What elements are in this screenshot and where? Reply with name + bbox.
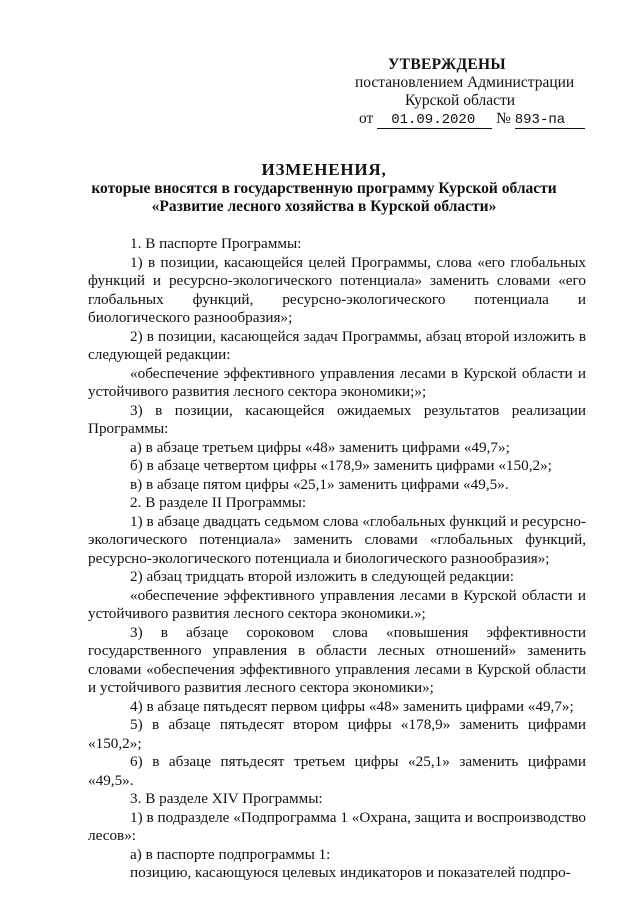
paragraph-16: 6) в абзаце пятьдесят третьем цифры «25,1» заменить цифрами «49,5».	[88, 753, 586, 789]
paragraph-10: 1) в абзаце двадцать седьмом слова «глобальных функций и ресурсно-экологического потенциала» заменить словами «глобальных функций, ресурсно-экологического потенциала и биологического разнообразия»;	[88, 512, 586, 567]
paragraph-12: «обеспечение эффективного управления лесами в Курской области и устойчивого развития лесного сектора экономики.»;	[88, 586, 586, 622]
approval-region: Курской области	[405, 92, 516, 109]
paragraph-11: 2) абзац тридцать второй изложить в следующей редакции:	[130, 568, 514, 585]
approval-block	[340, 56, 590, 128]
paragraph-9: 2. В разделе II Программы:	[130, 494, 307, 511]
heading-subtitle-2: «Развитие лесного хозяйства в Курской области»	[151, 198, 497, 215]
document-body	[88, 235, 586, 883]
paragraph-14: 4) в абзаце пятьдесят первом цифры «48» заменить цифрами «49,7»;	[130, 697, 574, 715]
approval-authority: постановлением Администрации	[355, 74, 575, 91]
document-heading	[60, 160, 588, 216]
paragraph-20: позицию, касающуюся целевых индикаторов и показателей подпро-	[130, 864, 571, 881]
paragraph-15: 5) в абзаце пятьдесят втором цифры «178,9» заменить цифрами «150,2»;	[88, 716, 586, 752]
paragraph-5: 3) в позиции, касающейся ожидаемых результатов реализации Программы:	[88, 401, 586, 437]
paragraph-13: 3) в абзаце сороковом слова «повышения эффективности государственного управления в области лесных отношений» заменить словами «обеспечения эффективного управления лесами в Курской области и устойчивого развития лесного сектора экономики»;	[88, 623, 586, 696]
paragraph-7: б) в абзаце четвертом цифры «178,9» заменить цифрами «150,2»;	[130, 457, 552, 474]
approval-date: 01.09.2020	[377, 113, 492, 129]
approval-title: УТВЕРЖДЕНЫ	[388, 56, 506, 73]
paragraph-4: «обеспечение эффективного управления лесами в Курской области и устойчивого развития лесного сектора экономики;»;	[88, 364, 586, 400]
approval-date-line	[340, 110, 590, 128]
paragraph-6: а) в абзаце третьем цифры «48» заменить цифрами «49,7»;	[130, 438, 510, 456]
approval-number: 893-па	[515, 113, 585, 129]
paragraph-3: 2) в позиции, касающейся задач Программы, абзац второй изложить в следующей редакции:	[88, 327, 586, 363]
paragraph-17: 3. В разделе XIV Программы:	[130, 790, 323, 807]
paragraph-18: 1) в подразделе «Подпрограмма 1 «Охрана, защита и воспроизводство лесов»:	[88, 808, 586, 844]
date-prefix: от	[359, 110, 374, 127]
paragraph-19: а) в паспорте подпрограммы 1:	[130, 845, 331, 863]
number-prefix: №	[496, 110, 511, 127]
heading-subtitle-1: которые вносятся в государственную программу Курской области	[91, 180, 557, 197]
heading-title: ИЗМЕНЕНИЯ,	[261, 160, 387, 179]
paragraph-1: 1. В паспорте Программы:	[130, 235, 302, 252]
paragraph-2: 1) в позиции, касающейся целей Программы, слова «его глобальных функций и ресурсно-экологического потенциала» заменить словами «его глобальных функций, ресурсно-экологического потенциала и биологического разнообразия»;	[88, 253, 586, 326]
paragraph-8: в) в абзаце пятом цифры «25,1» заменить цифрами «49,5».	[130, 475, 509, 493]
